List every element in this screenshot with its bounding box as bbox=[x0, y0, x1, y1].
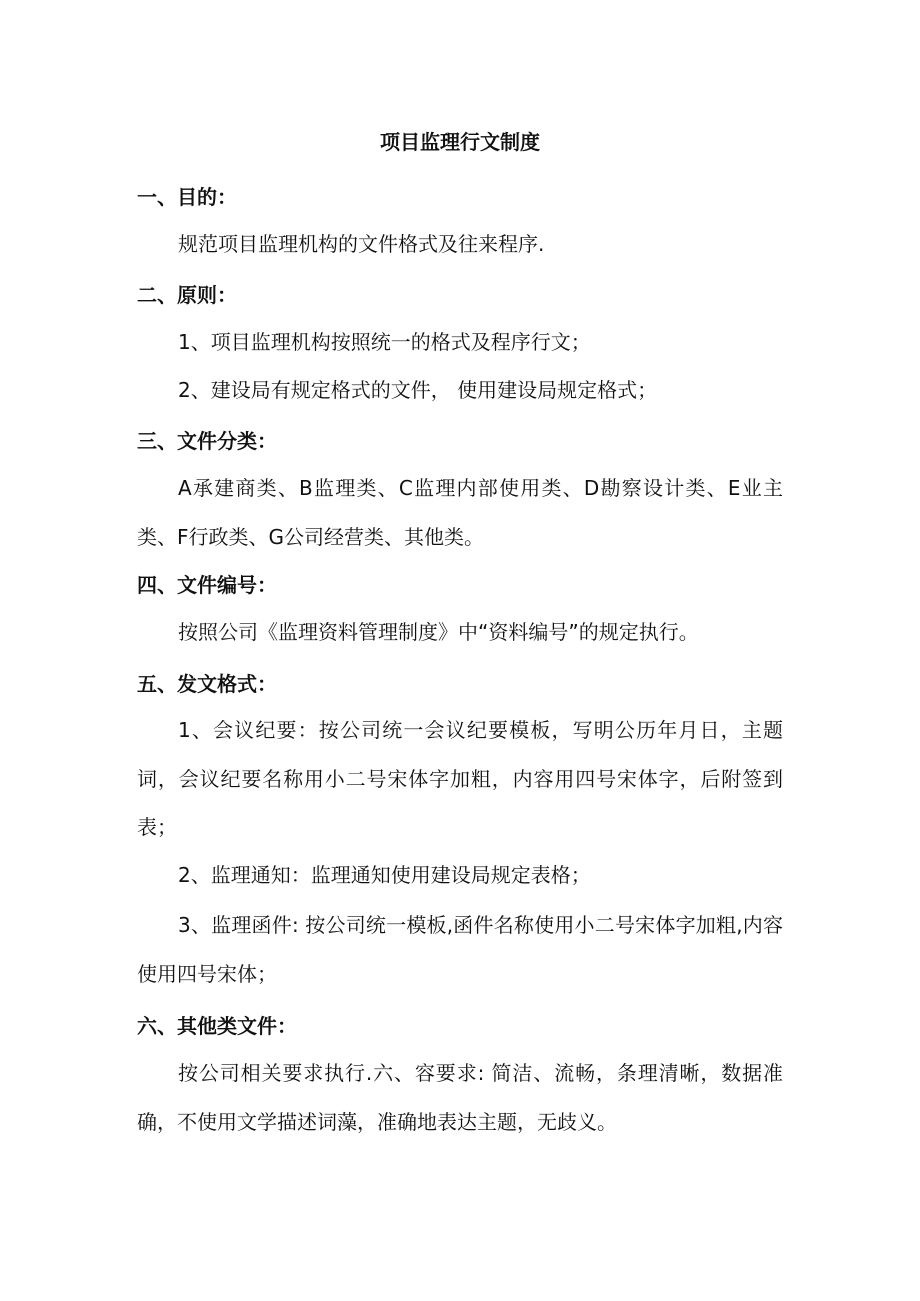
section-heading-purpose: 一、目的： bbox=[137, 185, 237, 209]
document-title: 项目监理行文制度 bbox=[380, 130, 540, 154]
section-paragraph: 2、建设局有规定格式的文件， 使用建设局规定格式； bbox=[178, 378, 658, 402]
section-paragraph: 按照公司《监理资料管理制度》中“资料编号”的规定执行。 bbox=[178, 620, 699, 644]
section-heading-principles: 二、原则： bbox=[137, 283, 237, 307]
section-paragraph: 规范项目监理机构的文件格式及往来程序. bbox=[178, 232, 545, 256]
section-paragraph: 1、项目监理机构按照统一的格式及程序行文； bbox=[178, 330, 591, 354]
section-heading-numbering: 四、文件编号： bbox=[137, 573, 277, 597]
section-heading-other: 六、其他类文件： bbox=[137, 1014, 297, 1038]
section-heading-classification: 三、文件分类： bbox=[137, 429, 277, 453]
section-paragraph: 2、监理通知：监理通知使用建设局规定表格； bbox=[178, 863, 591, 887]
section-heading-format: 五、发文格式： bbox=[137, 672, 277, 696]
section-paragraph: A承建商类、B监理类、C监理内部使用类、D勘察设计类、E业主类、F行政类、G公司经营类、其他类。 bbox=[137, 476, 783, 549]
section-paragraph: 3、监理函件: 按公司统一模板,函件名称使用小二号宋体字加粗,内容使用四号宋体； bbox=[137, 913, 783, 986]
section-paragraph: 1、会议纪要：按公司统一会议纪要模板，写明公历年月日，主题词，会议纪要名称用小二号宋体字加粗，内容用四号宋体字，后附签到表； bbox=[137, 718, 783, 839]
section-paragraph: 按公司相关要求执行.六、容要求: 简洁、流畅，条理清晰，数据准确，不使用文学描述词藻，准确地表达主题，无歧义。 bbox=[137, 1061, 783, 1134]
